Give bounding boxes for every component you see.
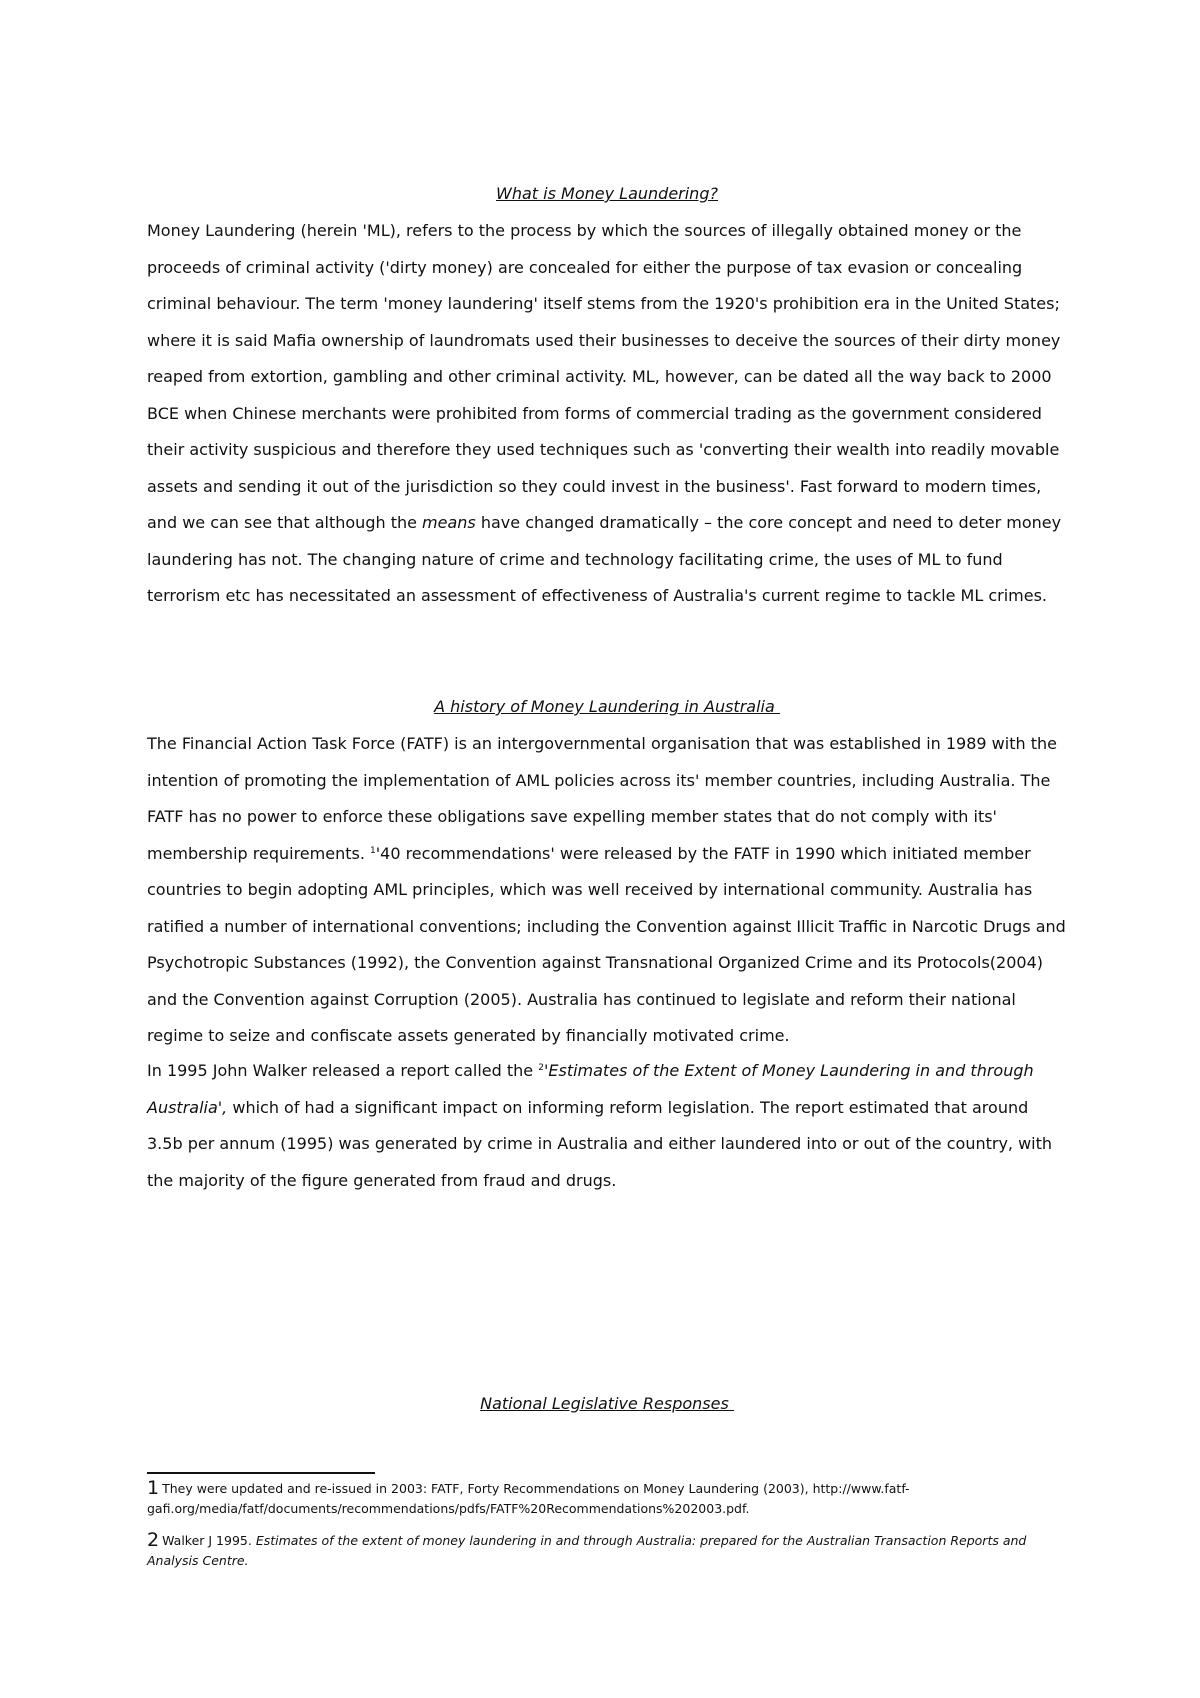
paragraph-text: have changed dramatically – the core concept and need to deter money laundering has not. The changing nature of crime and technology facilitating crime, the uses of ML to fund terrorism etc has necessitated an assessment of effectiveness of Australia's current regime to tackle ML crimes.: [147, 513, 1062, 605]
paragraph-text: which of had a significant impact on informing reform legislation. The report estimated that around 3.5b per annum (1995) was generated by crime in Australia and either laundered into or out of the country, with the majority of the figure generated from fraud and drugs.: [147, 1097, 1053, 1190]
footnote-number: 2: [147, 1529, 160, 1551]
section-body-what-is-ml: [147, 213, 1067, 615]
footnote-reference[interactable]: 2: [538, 1063, 544, 1073]
section-body-history: [147, 726, 1067, 1055]
paragraph: [147, 1053, 1067, 1199]
emphasis-text: means: [422, 513, 476, 532]
footnote-number: 1: [147, 1477, 160, 1499]
footnote-2: [147, 1530, 1067, 1571]
footnote-text: Walker J 1995.: [162, 1533, 256, 1548]
section-heading-national-legislative-responses: National Legislative Responses: [480, 1394, 734, 1413]
footnote-text: They were updated and re-issued in 2003: FATF, Forty Recommendations on Money Laundering (2003), http://www.fatf-gafi.org/media/fatf/documents/recommendations/pdfs/FATF%20Recommendations%202003.pdf.: [147, 1481, 910, 1516]
paragraph-text: Money Laundering (herein 'ML), refers to the process by which the sources of illegally obtained money or the proceeds of criminal activity ('dirty money) are concealed for either the purpose of tax evasion or concealing criminal behaviour. The term 'money laundering' itself stems from the 1920's prohibition era in the United States; where it is said Mafia ownership of laundromats used their businesses to deceive the sources of their dirty money reaped from extortion, gambling and other criminal activity. ML, however, can be dated all the way back to 2000 BCE when Chinese merchants were prohibited from forms of commercial trading as the government considered their activity suspicious and therefore they used techniques such as 'converting their wealth into readily movable assets and sending it out of the jurisdiction so they could invest in the business'. Fast forward to modern times, and we can see that although the: [147, 221, 1061, 532]
footnote-source-title: Estimates of the extent of money laundering in and through Australia: prepared for the Australian Transaction Reports and Analysis Centre.: [147, 1533, 1027, 1568]
section-heading-history-ml-australia: A history of Money Laundering in Australia: [434, 697, 780, 716]
paragraph: [147, 213, 1067, 615]
footnote-reference[interactable]: 1: [370, 845, 376, 856]
paragraph-text: '40 recommendations' were released by the FATF in 1990 which initiated member countries to begin adopting AML principles, which was well received by international community. Australia has ratified a number of international conventions; including the Convention against Illicit Traffic in Narcotic Drugs and Psychotropic Substances (1992), the Convention against Transnational Organized Crime and its Protocols(2004) and the Convention against Corruption (2005). Australia has continued to legislate and reform their national regime to seize and confiscate assets generated by financially motivated crime.: [147, 843, 1066, 1045]
section-heading-what-is-ml: What is Money Laundering?: [496, 184, 718, 203]
paragraph: [147, 726, 1067, 1055]
section-body-walker-report: [147, 1053, 1067, 1199]
report-title: 'Estimates of the Extent of Money Laundering in and through Australia',: [147, 1061, 1034, 1117]
paragraph-text: The Financial Action Task Force (FATF) is an intergovernmental organisation that was established in 1989 with the intention of promoting the implementation of AML policies across its' member countries, including Australia. The FATF has no power to enforce these obligations save expelling member states that do not comply with its' membership requirements.: [147, 734, 1057, 863]
footnote-1: [147, 1478, 1067, 1519]
footnote-separator: [147, 1472, 375, 1474]
paragraph-text: In 1995 John Walker released a report called the: [147, 1061, 539, 1080]
